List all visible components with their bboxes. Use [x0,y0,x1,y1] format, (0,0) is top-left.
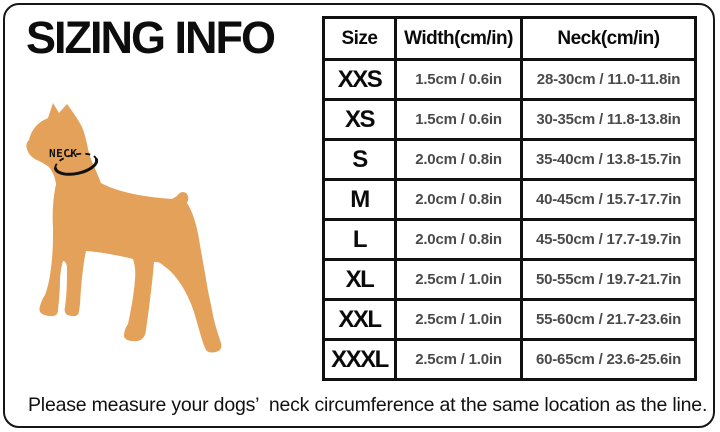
neck-value: 30-35cm / 11.8-13.8in [522,100,696,140]
table-row [324,260,696,300]
size-label: XS [324,100,396,140]
measurement-instruction: Please measure your dogs’ neck circumference at the same location as the line. [28,394,708,416]
neck-value: 60-65cm / 23.6-25.6in [522,340,696,380]
sizing-table [322,16,697,381]
width-value: 2.0cm / 0.8in [396,140,522,180]
size-label: XXS [324,60,396,100]
dog-body-shape [26,103,221,353]
width-value: 2.0cm / 0.8in [396,220,522,260]
neck-value: 40-45cm / 15.7-17.7in [522,180,696,220]
neck-value: 45-50cm / 17.7-19.7in [522,220,696,260]
size-label: M [324,180,396,220]
column-header-neck: Neck(cm/in) [522,18,696,60]
table-row [324,220,696,260]
table-row [324,60,696,100]
neck-label: NECK [49,147,78,160]
size-label: XL [324,260,396,300]
width-value: 2.5cm / 1.0in [396,300,522,340]
neck-value: 50-55cm / 19.7-21.7in [522,260,696,300]
table-row [324,300,696,340]
size-label: L [324,220,396,260]
neck-value: 35-40cm / 13.8-15.7in [522,140,696,180]
size-label: XXXL [324,340,396,380]
width-value: 2.5cm / 1.0in [396,260,522,300]
neck-value: 55-60cm / 21.7-23.6in [522,300,696,340]
table-header-row [324,18,696,60]
neck-value: 28-30cm / 11.0-11.8in [522,60,696,100]
width-value: 2.5cm / 1.0in [396,340,522,380]
table-row [324,140,696,180]
dog-silhouette-diagram [22,100,232,356]
column-header-size: Size [324,18,396,60]
width-value: 1.5cm / 0.6in [396,60,522,100]
size-label: S [324,140,396,180]
column-header-width: Width(cm/in) [396,18,522,60]
width-value: 1.5cm / 0.6in [396,100,522,140]
page-title: SIZING INFO [26,12,274,63]
width-value: 2.0cm / 0.8in [396,180,522,220]
table-row [324,100,696,140]
table-row [324,340,696,380]
size-label: XXL [324,300,396,340]
table-row [324,180,696,220]
